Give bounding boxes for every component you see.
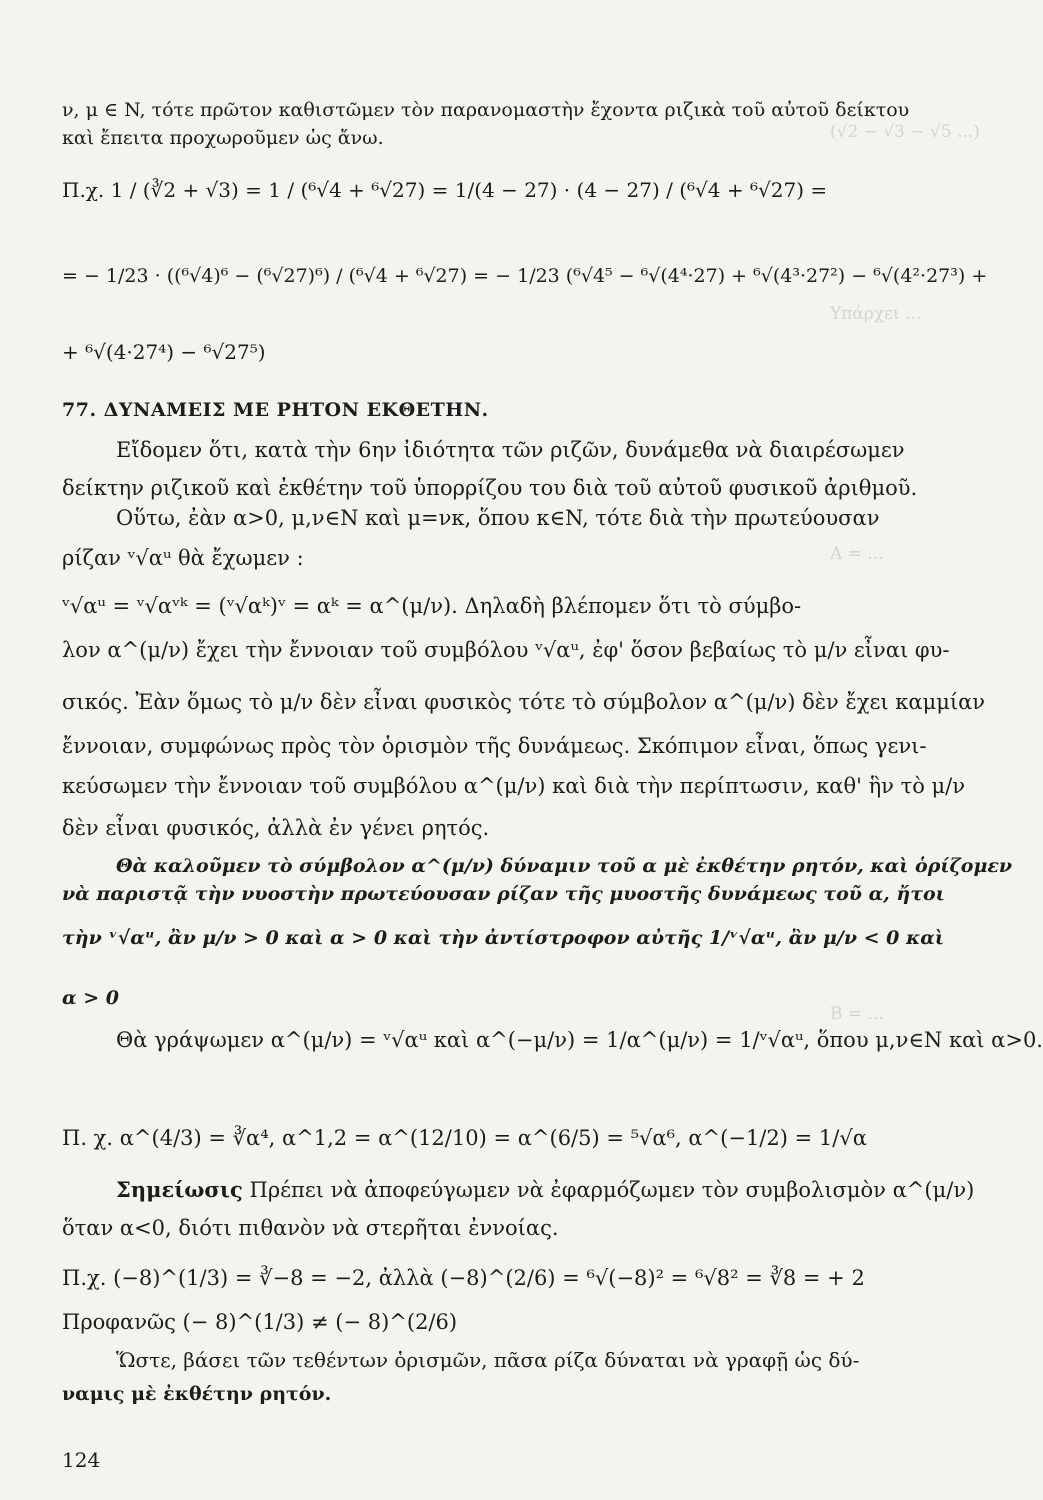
math-example: Π.χ. 1 / (∛2 + √3) = 1 / (⁶√4 + ⁶√27) = 1/(4 − 27) · (4 − 27) / (⁶√4 + ⁶√27) = (62, 178, 828, 202)
conclusion-line: Ὥστε, βάσει τῶν τεθέντων ὁρισμῶν, πᾶσα ρίζα δύναται νὰ γραφῇ ὡς δύ- (116, 1348, 860, 1372)
text-line: ὅταν α<0, διότι πιθανὸν νὰ στερῆται ἐννοίας. (62, 1216, 559, 1240)
conclusion-line: ναμις μὲ ἐκθέτην ρητόν. (62, 1383, 332, 1405)
section-heading: 77. ΔΥΝΑΜΕΙΣ ΜΕ ΡΗΤΟΝ ΕΚΘΕΤΗΝ. (62, 399, 489, 421)
text-line: Οὕτω, ἐὰν α>0, μ,ν∈N καὶ μ=νκ, ὅπου κ∈N, τότε διὰ τὴν πρωτεύουσαν (116, 506, 880, 530)
definition-line: Θὰ καλοῦμεν τὸ σύμβολον α^(μ/ν) δύναμιν τοῦ α μὲ ἐκθέτην ρητόν, καὶ ὁρίζομεν (116, 855, 1013, 877)
text-line: ν, μ ∈ N, τότε πρῶτον καθιστῶμεν τὸν παρανομαστὴν ἔχοντα ριζικὰ τοῦ αὐτοῦ δείκτου (62, 99, 910, 121)
text-line: σικός. Ἐὰν ὅμως τὸ μ/ν δὲν εἶναι φυσικὸς τότε τὸ σύμβολον α^(μ/ν) δὲν ἔχει καμμίαν (62, 690, 986, 714)
text-line: δείκτην ριζικοῦ καὶ ἐκθέτην τοῦ ὑπορρίζου του διὰ τοῦ αὐτοῦ φυσικοῦ ἀριθμοῦ. (62, 476, 918, 500)
math-example: + ⁶√(4·27⁴) − ⁶√27⁵) (62, 340, 266, 364)
note-label: Σημείωσις (116, 1177, 243, 1202)
text-line: ρίζαν ᵛ√αᵘ θὰ ἔχωμεν : (62, 546, 304, 570)
math-example: Προφανῶς (− 8)^(1/3) ≠ (− 8)^(2/6) (62, 1310, 458, 1334)
text-line: δὲν εἶναι φυσικός, ἀλλὰ ἐν γένει ρητός. (62, 816, 490, 840)
text-line: κεύσωμεν τὴν ἔννοιαν τοῦ συμβόλου α^(μ/ν) καὶ διὰ τὴν περίπτωσιν, καθ' ἣν τὸ μ/ν (62, 774, 966, 798)
math-example: Π. χ. α^(4/3) = ∛α⁴, α^1,2 = α^(12/10) = α^(6/5) = ⁵√α⁶, α^(−1/2) = 1/√α (62, 1126, 867, 1150)
bleed-through-text: Υπάρχει ... (830, 304, 922, 324)
definition-line: τὴν ᵛ√αᵘ, ἂν μ/ν > 0 καὶ α > 0 καὶ τὴν ἀντίστροφον αὐτῆς 1/ᵛ√αᵘ, ἂν μ/ν < 0 καὶ (62, 927, 945, 949)
page-number: 124 (62, 1448, 101, 1472)
definition-line: νὰ παριστᾷ τὴν νυοστὴν πρωτεύουσαν ρίζαν τῆς μυοστῆς δυνάμεως τοῦ α, ἤτοι (62, 883, 945, 905)
bleed-through-text: A = ... (830, 544, 884, 564)
text-line: ἔννοιαν, συμφώνως πρὸς τὸν ὁρισμὸν τῆς δυνάμεως. Σκόπιμον εἶναι, ὅπως γενι- (62, 734, 927, 758)
bleed-through-text: (√2 − √3 − √5 ...) (830, 122, 980, 142)
text-line: λον α^(μ/ν) ἔχει τὴν ἔννοιαν τοῦ συμβόλου ᵛ√αᵘ, ἐφ' ὅσον βεβαίως τὸ μ/ν εἶναι φυ- (62, 638, 950, 662)
text-line: καὶ ἔπειτα προχωροῦμεν ὡς ἄνω. (62, 127, 384, 149)
text-line: Εἴδομεν ὅτι, κατὰ τὴν 6ην ἰδιότητα τῶν ριζῶν, δυνάμεθα νὰ διαιρέσωμεν (116, 438, 905, 462)
math-line: Θὰ γράψωμεν α^(μ/ν) = ᵛ√αᵘ καὶ α^(−μ/ν) = 1/α^(μ/ν) = 1/ᵛ√αᵘ, ὅπου μ,ν∈N καὶ α>0. (116, 1028, 1043, 1052)
bleed-through-text: B = ... (830, 1004, 884, 1024)
note-line (116, 1176, 974, 1204)
math-line: ᵛ√αᵘ = ᵛ√αᵛᵏ = (ᵛ√αᵏ)ᵛ = αᵏ = α^(μ/ν). Δηλαδὴ βλέπομεν ὅτι τὸ σύμβο- (62, 594, 802, 618)
math-example: Π.χ. (−8)^(1/3) = ∛−8 = −2, ἀλλὰ (−8)^(2/6) = ⁶√(−8)² = ⁶√8² = ∛8 = + 2 (62, 1266, 865, 1290)
note-text: Πρέπει νὰ ἀποφεύγωμεν νὰ ἐφαρμόζωμεν τὸν συμβολισμὸν α^(μ/ν) (242, 1178, 975, 1202)
math-example: = − 1/23 · ((⁶√4)⁶ − (⁶√27)⁶) / (⁶√4 + ⁶√27) = − 1/23 (⁶√4⁵ − ⁶√(4⁴·27) + ⁶√(4³·27²) − ⁶√(4²·27³) + (62, 265, 988, 287)
definition-line: α > 0 (62, 987, 119, 1009)
